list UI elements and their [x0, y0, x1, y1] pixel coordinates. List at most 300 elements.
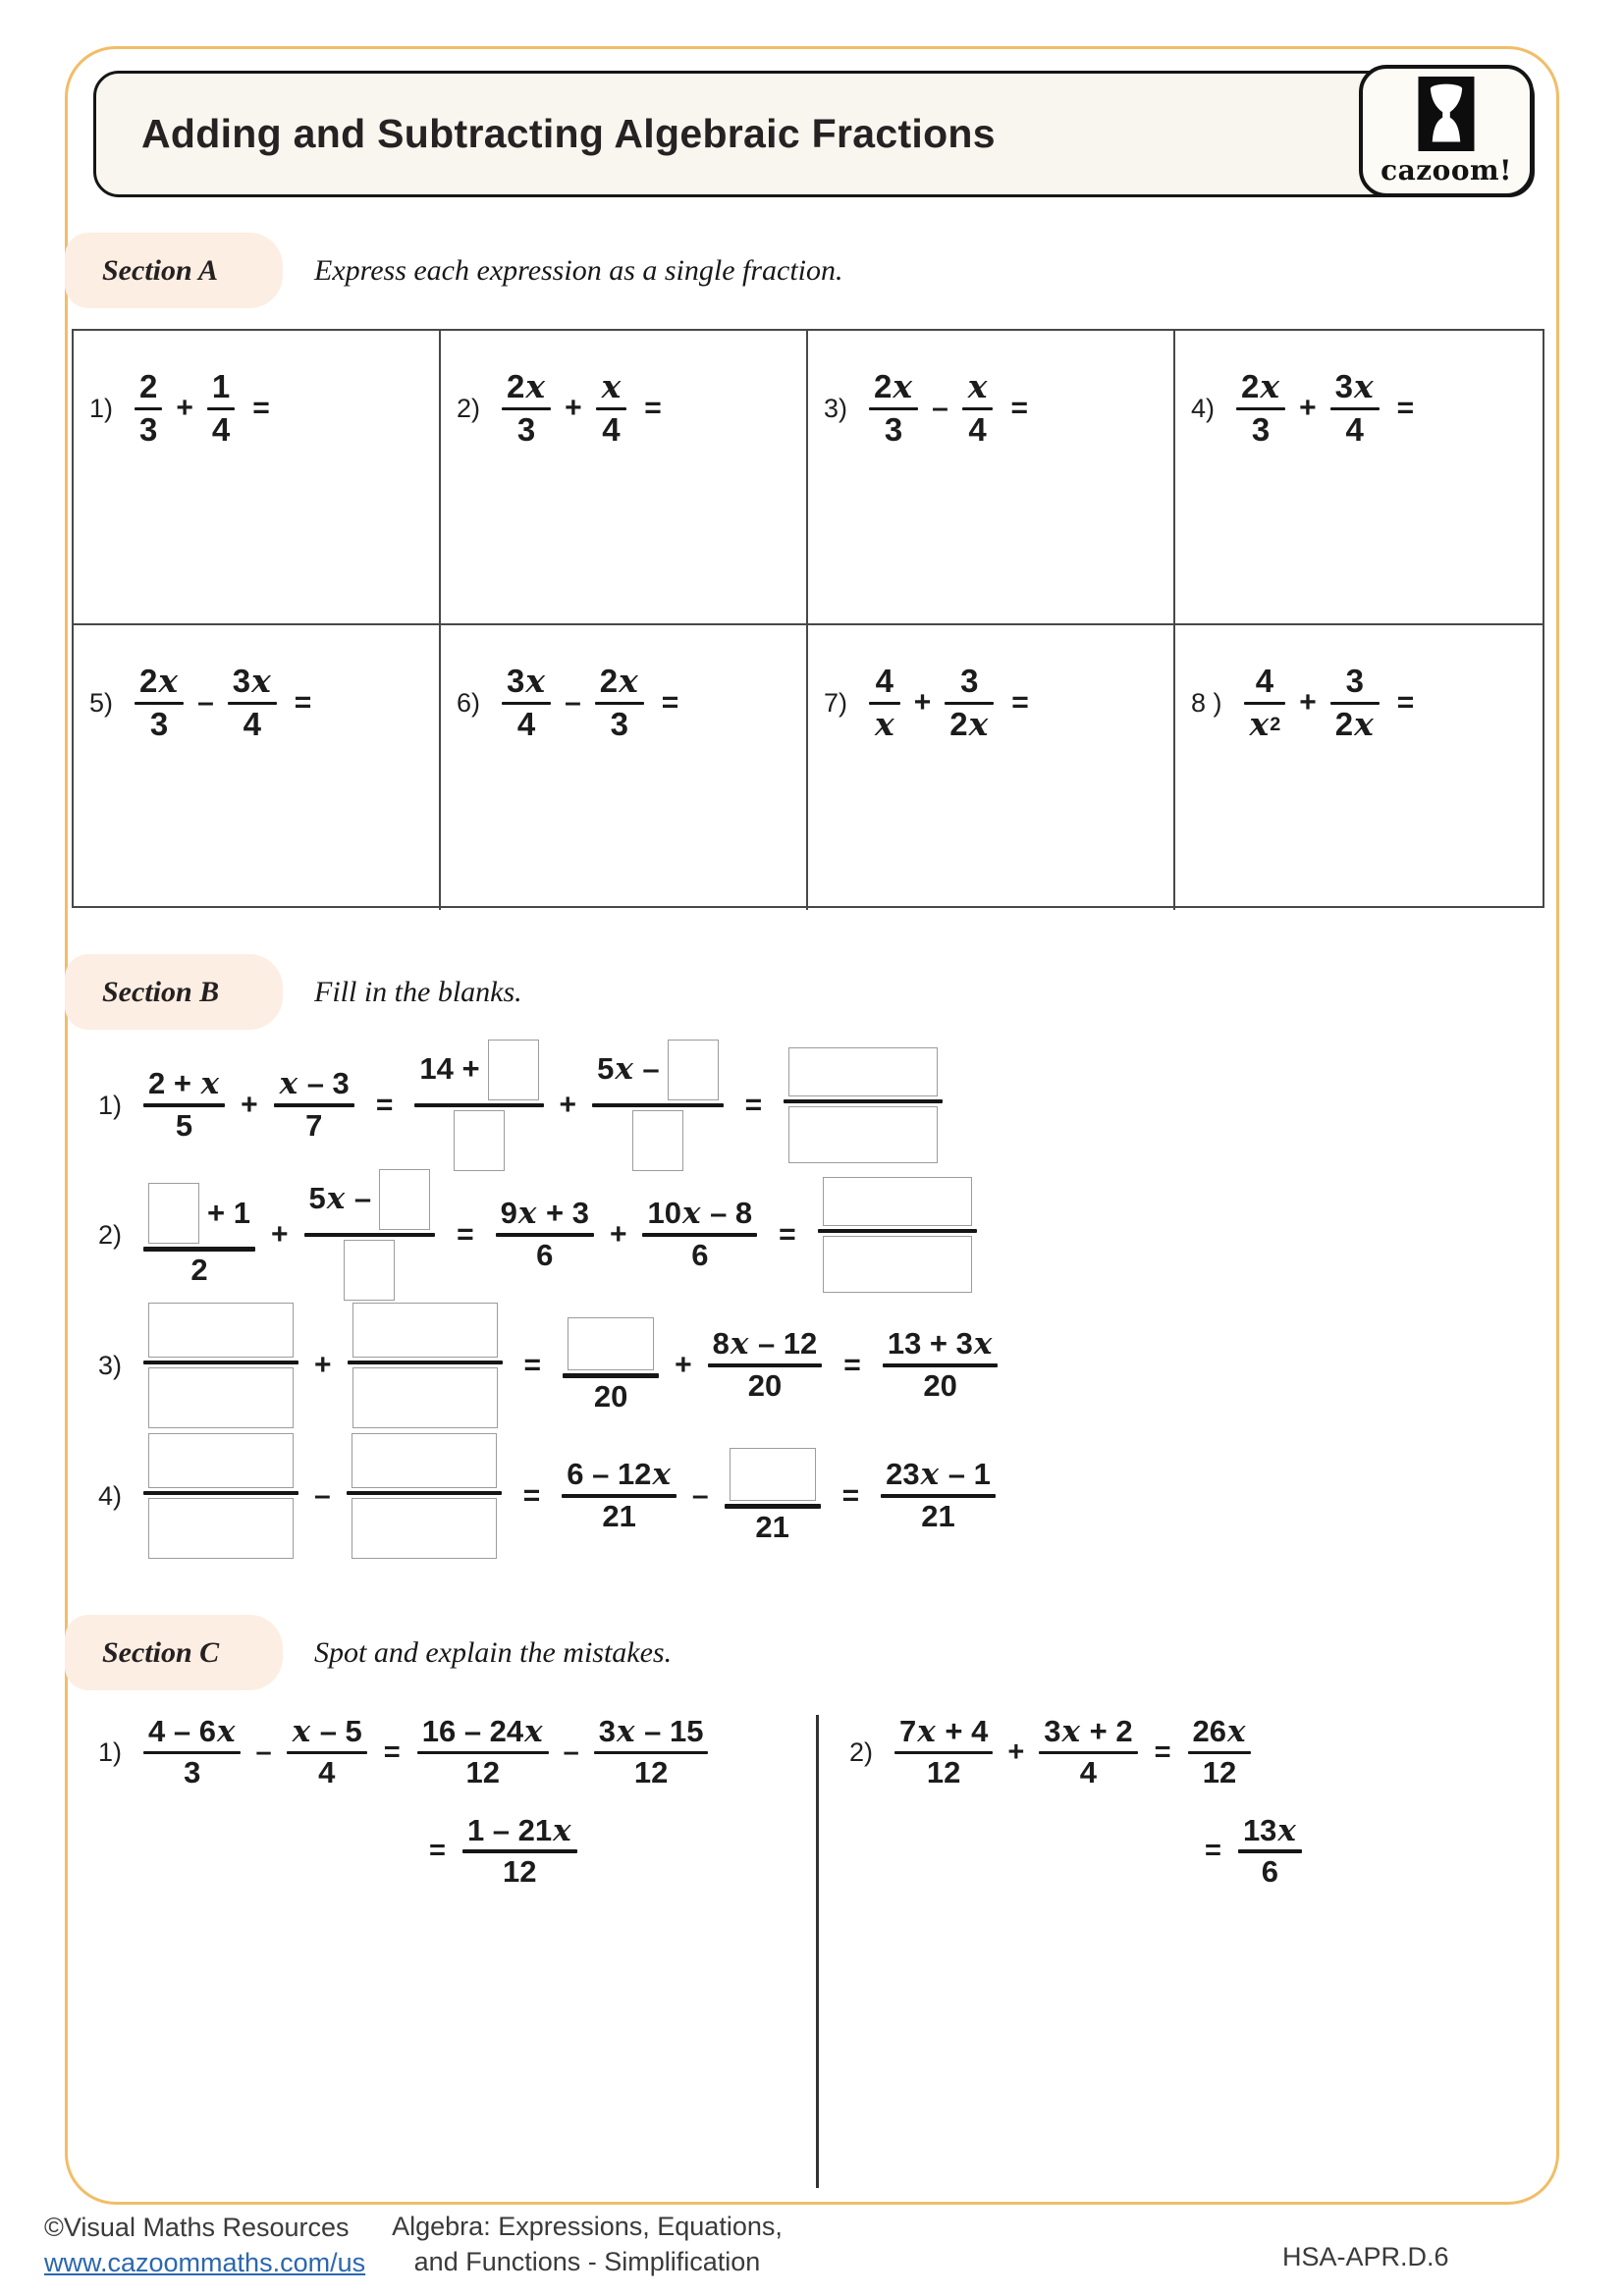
problem-number: 4)	[1191, 393, 1216, 423]
fraction	[228, 662, 277, 743]
section-b-instruction: Fill in the blanks.	[314, 975, 522, 1008]
numerator	[143, 1433, 298, 1488]
fraction	[1236, 367, 1285, 449]
denominator: 12	[1202, 1755, 1237, 1790]
equals-sign: =	[457, 1218, 474, 1251]
fraction	[592, 1040, 724, 1172]
equals-sign: =	[661, 686, 679, 720]
fraction-bar	[592, 1103, 724, 1108]
numerator: 4	[875, 663, 894, 699]
denominator: 4	[968, 411, 987, 449]
numerator: 26 x	[1192, 1714, 1246, 1749]
numerator: 2 x	[507, 367, 546, 405]
fraction	[596, 367, 627, 449]
problem-number: 2)	[849, 1736, 874, 1767]
denominator: 2 x	[949, 705, 989, 744]
answer-box[interactable]	[730, 1448, 816, 1501]
denominator: 21	[755, 1509, 789, 1544]
denominator: 20	[923, 1368, 957, 1404]
answer-box[interactable]	[352, 1498, 497, 1559]
fraction-bar	[417, 1751, 549, 1755]
expression	[824, 367, 1046, 449]
fraction	[962, 367, 994, 449]
section-b-problem-4	[98, 1431, 996, 1561]
denominator: 7	[305, 1108, 323, 1144]
fraction	[348, 1303, 503, 1429]
expression	[824, 665, 1047, 742]
fraction-bar	[207, 407, 235, 411]
equals-sign: =	[843, 1349, 861, 1381]
numerator	[592, 1040, 724, 1100]
operator: +	[1007, 1735, 1025, 1768]
answer-box[interactable]	[788, 1106, 938, 1163]
operator: +	[314, 1349, 332, 1381]
fraction	[143, 1303, 298, 1429]
denominator	[339, 1240, 400, 1301]
work-line	[98, 1716, 708, 1789]
fraction-bar	[725, 1504, 821, 1509]
fraction-bar	[1188, 1751, 1252, 1755]
operator: –	[563, 1735, 579, 1768]
denominator: 20	[593, 1378, 628, 1414]
fraction	[883, 1328, 999, 1403]
numerator	[304, 1169, 436, 1230]
equals-sign: =	[1396, 392, 1415, 425]
expression	[89, 370, 288, 448]
problem-number: 2)	[457, 393, 481, 423]
numerator	[563, 1317, 659, 1370]
fraction-bar	[462, 1849, 577, 1853]
numerator: 23 x – 1	[886, 1457, 991, 1493]
answer-box[interactable]	[352, 1367, 498, 1428]
denominator: 4	[211, 411, 231, 449]
fraction-bar	[274, 1103, 354, 1108]
numerator: 13 + 3 x	[887, 1326, 993, 1362]
numerator-text: 5x –	[308, 1181, 372, 1217]
problem-number: 2)	[98, 1219, 123, 1250]
section-c-label	[65, 1615, 283, 1690]
section-c-problem-1	[98, 1716, 708, 1888]
problem-cell-1	[74, 331, 441, 625]
numerator: x	[601, 367, 622, 405]
fraction-bar	[708, 1363, 823, 1368]
problem-number: 3)	[98, 1350, 123, 1380]
section-c-problem-2	[849, 1716, 1302, 1888]
fraction	[1238, 1812, 1302, 1889]
numerator: 3	[1345, 663, 1364, 699]
numerator	[414, 1040, 543, 1100]
denominator: 5	[175, 1108, 193, 1144]
footer-category	[361, 2209, 813, 2280]
denominator: 12	[926, 1755, 961, 1790]
fraction	[869, 665, 900, 742]
expression	[457, 662, 696, 743]
operator: –	[255, 1735, 272, 1768]
problem-cell-7	[808, 625, 1175, 910]
fraction-bar	[228, 702, 277, 706]
problem-cell-4	[1175, 331, 1543, 625]
operator: +	[1299, 392, 1317, 425]
problem-number: 5)	[89, 687, 114, 718]
fraction	[642, 1198, 757, 1272]
denominator	[818, 1236, 977, 1293]
denominator	[347, 1498, 502, 1559]
section-b-label	[65, 954, 283, 1030]
website-link[interactable]: www.cazoommaths.com/us	[44, 2247, 366, 2277]
fraction-bar	[143, 1103, 225, 1108]
numerator-text: + 1	[207, 1196, 250, 1231]
equals-sign: =	[744, 1089, 763, 1121]
denominator: 3	[516, 411, 536, 449]
denominator: 21	[921, 1499, 955, 1534]
fraction-bar	[562, 1494, 677, 1499]
numerator: x	[967, 367, 988, 405]
numerator: 4 – 6 x	[148, 1714, 236, 1749]
operator: +	[176, 392, 193, 425]
denominator: 2	[190, 1252, 208, 1287]
fraction-bar	[347, 1491, 502, 1496]
fraction	[304, 1169, 436, 1302]
footer-left	[44, 2211, 365, 2280]
denominator: 20	[747, 1368, 783, 1404]
fraction-bar	[143, 1247, 255, 1252]
standard-code: HSA-APR.D.6	[1282, 2242, 1449, 2271]
denominator	[627, 1110, 688, 1171]
problem-number: 4)	[98, 1480, 123, 1511]
expression	[1191, 665, 1432, 742]
numerator: 2 x	[1241, 367, 1280, 405]
numerator-text: 5x –	[597, 1051, 660, 1088]
denominator: 12	[465, 1755, 500, 1790]
problem-number: 8 )	[1191, 687, 1222, 718]
fraction-bar	[502, 702, 551, 706]
fraction-bar	[502, 407, 551, 411]
problem-number: 1)	[98, 1736, 123, 1767]
fraction-bar	[1236, 407, 1285, 411]
column-divider	[816, 1715, 819, 2188]
operator: +	[1299, 686, 1317, 720]
logo-wordmark: cazoom!	[1380, 153, 1512, 187]
numerator: 2 x	[599, 662, 638, 700]
answer-box[interactable]	[148, 1183, 199, 1244]
fraction	[143, 1068, 225, 1143]
fraction	[595, 662, 644, 743]
work-line	[1188, 1812, 1302, 1889]
fraction	[1330, 665, 1380, 742]
denominator: 3	[149, 706, 169, 743]
denominator: x 2	[1249, 705, 1281, 744]
answer-box[interactable]	[148, 1433, 294, 1488]
fraction-bar	[143, 1491, 298, 1496]
problem-number: 1)	[89, 393, 114, 423]
section-b-problem-1	[98, 1041, 943, 1170]
fraction-bar	[818, 1229, 977, 1234]
numerator: 7 x + 4	[899, 1714, 989, 1749]
section-b-title: Section B	[102, 975, 220, 1008]
operator: –	[932, 392, 948, 425]
denominator: 2 x	[1334, 705, 1374, 744]
fraction-bar	[1330, 407, 1380, 411]
equals-sign: =	[252, 392, 270, 425]
fraction-bar	[784, 1099, 943, 1104]
numerator: 3 x	[507, 662, 546, 700]
problem-number: 7)	[824, 687, 848, 718]
equals-sign: =	[1396, 686, 1415, 720]
fraction	[496, 1198, 594, 1272]
fraction	[594, 1716, 709, 1789]
expression	[1191, 367, 1432, 449]
denominator: 12	[503, 1853, 537, 1889]
denominator: 6	[536, 1238, 554, 1273]
section-a-instruction: Express each expression as a single fraction.	[314, 253, 843, 287]
work-line	[849, 1716, 1302, 1789]
fraction	[207, 370, 235, 448]
operator: +	[270, 1218, 289, 1251]
category-line-1: Algebra: Expressions, Equations,	[392, 2212, 783, 2241]
denominator: x	[875, 705, 894, 744]
operator: +	[241, 1089, 258, 1121]
operator: –	[565, 686, 581, 720]
fraction-bar	[883, 1363, 999, 1368]
numerator	[347, 1433, 502, 1488]
answer-box[interactable]	[668, 1040, 719, 1100]
numerator: 6 – 12 x	[567, 1457, 671, 1493]
numerator-text: 14 +	[419, 1051, 480, 1087]
fraction	[1330, 367, 1380, 449]
equals-sign: =	[1010, 392, 1028, 425]
numerator: 10 x – 8	[647, 1196, 753, 1232]
numerator: 1 – 21 x	[466, 1812, 571, 1848]
fraction-bar	[563, 1373, 659, 1378]
fraction	[143, 1433, 298, 1560]
equals-sign: =	[841, 1479, 860, 1512]
answer-box[interactable]	[148, 1367, 294, 1428]
fraction-bar	[287, 1751, 367, 1755]
fraction	[1188, 1716, 1252, 1789]
expression	[457, 367, 679, 449]
fraction	[563, 1317, 659, 1413]
problem-cell-3	[808, 331, 1175, 625]
section-a-title: Section A	[102, 253, 219, 287]
denominator: 12	[633, 1755, 669, 1790]
section-c-instruction: Spot and explain the mistakes.	[314, 1635, 673, 1669]
fraction-bar	[962, 407, 994, 411]
problem-cell-8	[1175, 625, 1543, 910]
equals-sign: =	[779, 1218, 796, 1251]
operator: –	[197, 686, 214, 720]
denominator	[143, 1498, 298, 1559]
equals-sign: =	[429, 1835, 446, 1867]
answer-box[interactable]	[488, 1040, 539, 1100]
numerator: 3 x	[232, 662, 271, 700]
operator: –	[314, 1479, 331, 1512]
answer-box[interactable]	[632, 1110, 683, 1171]
denominator: 3	[139, 411, 158, 449]
section-b-problem-2	[98, 1170, 977, 1300]
denominator: 21	[602, 1499, 636, 1534]
fraction	[502, 367, 551, 449]
fraction	[894, 1716, 993, 1789]
fraction	[562, 1459, 677, 1533]
denominator	[143, 1367, 298, 1428]
equals-sign: =	[1205, 1835, 1221, 1867]
numerator: 4	[1255, 663, 1274, 699]
numerator	[143, 1303, 298, 1358]
denominator: 4	[318, 1755, 336, 1790]
fraction-bar	[143, 1361, 298, 1365]
section-a-grid	[72, 329, 1544, 908]
numerator: 3	[960, 663, 979, 699]
fraction-bar	[596, 407, 627, 411]
equals-sign: =	[375, 1089, 394, 1121]
numerator: 2	[139, 368, 158, 404]
numerator: 3 x + 2	[1044, 1714, 1133, 1749]
denominator: 6	[1261, 1853, 1279, 1889]
fraction-bar	[894, 1751, 993, 1755]
problem-cell-5	[74, 625, 441, 910]
denominator: 4	[516, 706, 536, 743]
answer-box[interactable]	[344, 1240, 395, 1301]
section-a-label	[65, 233, 283, 308]
fraction-bar	[304, 1233, 436, 1238]
fraction	[135, 370, 162, 448]
fraction	[287, 1716, 367, 1789]
equals-sign: =	[294, 686, 312, 720]
answer-box[interactable]	[823, 1177, 972, 1226]
fraction-bar	[881, 1494, 996, 1499]
section-c-title: Section C	[102, 1635, 220, 1669]
denominator: 4	[243, 706, 261, 743]
section-b-problem-3	[98, 1301, 998, 1430]
operator: +	[609, 1218, 627, 1251]
fraction-bar	[135, 407, 162, 411]
fraction	[135, 662, 184, 743]
fraction	[881, 1459, 996, 1533]
fraction-bar	[135, 702, 184, 706]
fraction	[502, 662, 551, 743]
numerator: 2 + x	[148, 1066, 220, 1102]
fraction	[1039, 1716, 1137, 1789]
denominator: 4	[1345, 411, 1364, 449]
numerator: 8 x – 12	[712, 1326, 818, 1362]
problem-number: 1)	[98, 1090, 123, 1120]
denominator: 3	[610, 706, 628, 743]
fraction-bar	[496, 1233, 594, 1238]
fraction-bar	[143, 1751, 241, 1755]
numerator	[784, 1047, 943, 1096]
fraction	[945, 665, 994, 742]
denominator	[348, 1367, 503, 1428]
numerator: 2 x	[139, 662, 179, 700]
fraction-bar	[595, 702, 644, 706]
operator: –	[691, 1479, 709, 1512]
answer-box[interactable]	[788, 1047, 938, 1096]
fraction-bar	[1238, 1849, 1302, 1853]
answer-box[interactable]	[352, 1303, 498, 1358]
fraction	[1244, 665, 1286, 742]
problem-number: 6)	[457, 687, 481, 718]
copyright-text: ©Visual Maths Resources	[44, 2213, 350, 2242]
equals-sign: =	[644, 392, 662, 425]
work-line	[412, 1812, 708, 1889]
denominator: 3	[1251, 411, 1271, 449]
numerator	[143, 1183, 255, 1244]
drum-icon	[1417, 77, 1476, 151]
fraction	[784, 1047, 943, 1164]
fraction	[414, 1040, 543, 1172]
fraction	[347, 1433, 502, 1560]
denominator: 3	[184, 1755, 201, 1790]
fraction-bar	[414, 1103, 543, 1108]
page-title: Adding and Subtracting Algebraic Fractions	[141, 111, 996, 156]
equals-sign: =	[522, 1479, 541, 1512]
fraction	[274, 1068, 354, 1143]
fraction-bar	[869, 407, 918, 411]
equals-sign: =	[383, 1735, 401, 1768]
numerator	[818, 1177, 977, 1226]
answer-box[interactable]	[352, 1433, 497, 1488]
numerator: 1	[211, 368, 231, 404]
category-line-2: and Functions - Simplification	[413, 2247, 761, 2277]
numerator: x – 3	[279, 1066, 350, 1102]
numerator: 3 x – 15	[598, 1714, 704, 1749]
numerator: 13 x	[1242, 1812, 1296, 1848]
fraction-bar	[1039, 1751, 1137, 1755]
answer-box[interactable]	[454, 1110, 505, 1171]
fraction-bar	[642, 1233, 757, 1238]
numerator: 16 – 24 x	[421, 1714, 543, 1749]
problem-cell-2	[441, 331, 808, 625]
fraction	[708, 1328, 823, 1403]
numerator: 9 x + 3	[500, 1196, 589, 1232]
operator: +	[913, 686, 932, 720]
answer-box[interactable]	[568, 1317, 654, 1370]
title-box	[93, 71, 1535, 197]
cazoom-logo	[1359, 65, 1534, 197]
equals-sign: =	[1011, 686, 1029, 720]
problem-cell-6	[441, 625, 808, 910]
expression	[89, 662, 329, 743]
numerator	[725, 1448, 821, 1501]
denominator: 3	[884, 411, 903, 449]
numerator	[348, 1303, 503, 1358]
numerator: 2 x	[874, 367, 913, 405]
denominator	[449, 1110, 510, 1171]
numerator: x – 5	[292, 1714, 362, 1749]
denominator: 6	[691, 1238, 709, 1273]
answer-box[interactable]	[148, 1498, 294, 1559]
fraction-bar	[348, 1361, 503, 1365]
fraction	[818, 1177, 977, 1294]
fraction	[462, 1812, 577, 1889]
fraction	[869, 367, 918, 449]
fraction	[143, 1716, 241, 1789]
fraction	[417, 1716, 549, 1789]
fraction	[143, 1183, 255, 1286]
denominator: 4	[602, 411, 621, 449]
fraction	[725, 1448, 821, 1543]
operator: +	[565, 392, 582, 425]
equals-sign: =	[523, 1349, 542, 1381]
answer-box[interactable]	[148, 1303, 294, 1358]
equals-sign: =	[1154, 1735, 1171, 1768]
denominator	[784, 1106, 943, 1163]
answer-box[interactable]	[379, 1169, 430, 1230]
answer-box[interactable]	[823, 1236, 972, 1293]
denominator: 4	[1079, 1755, 1098, 1790]
operator: +	[675, 1349, 692, 1381]
numerator: 3 x	[1334, 367, 1374, 405]
